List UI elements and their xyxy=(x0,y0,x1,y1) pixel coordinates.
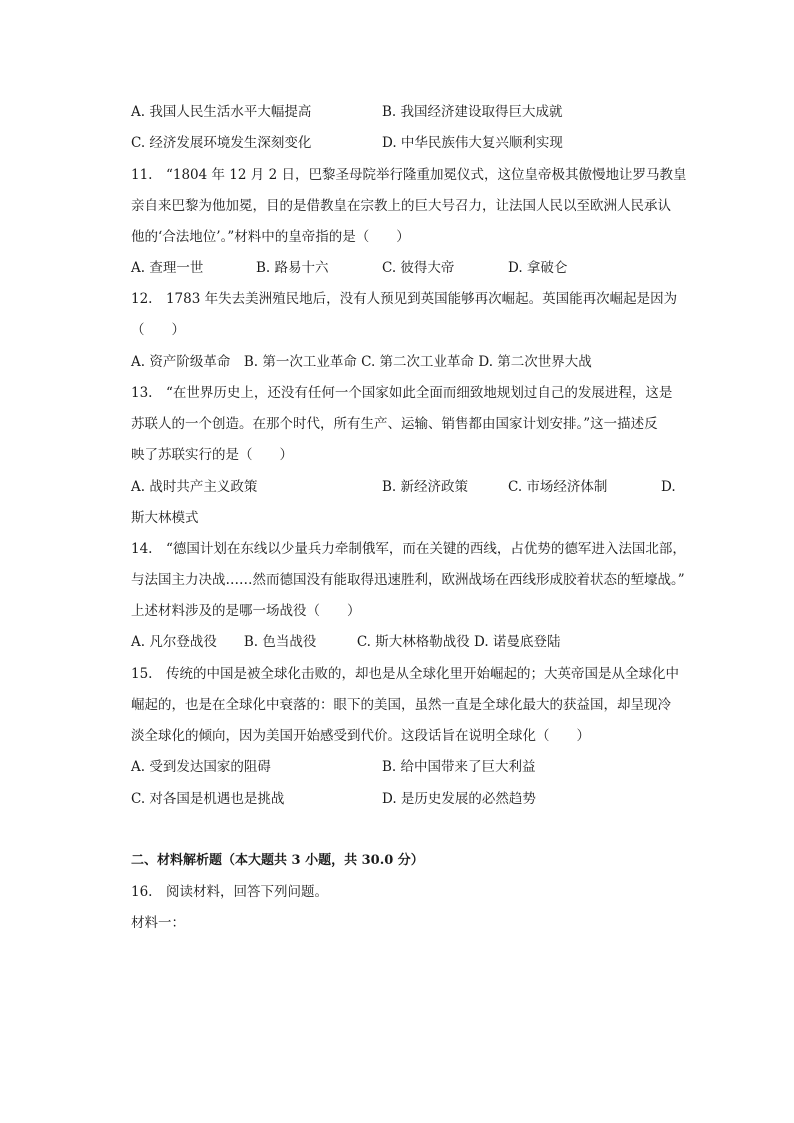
q14-line-3: 上述材料涉及的是哪一场战役（ ） xyxy=(131,603,361,619)
q11-line-3: 他的‘合法地位’。”材料中的皇帝指的是（ ） xyxy=(131,229,410,245)
q13-option-c: C. 市场经济体制 xyxy=(508,479,608,495)
q14-line-1: 14. “德国计划在东线以少量兵力牵制俄军，而在关键的西线，占优势的德军进入法国北部， xyxy=(131,541,686,557)
q13-line-3: 映了苏联实行的是（ ） xyxy=(131,447,293,463)
q11-line-1: 11. “1804 年 12 月 2 日，巴黎圣母院举行隆重加冕仪式，这位皇帝极其傲慢地让罗马教皇 xyxy=(131,167,687,183)
q15-line-2: 崛起的，也是在全球化中衰落的：眼下的美国，虽然一直是全球化最大的获益国，却呈现冷 xyxy=(131,697,671,713)
q13-line-1: 13. “在世界历史上，还没有任何一个国家如此全面而细致地规划过自己的发展进程，这是 xyxy=(131,385,673,401)
q11-option-d: D. 拿破仑 xyxy=(508,260,568,276)
q14-options: A. 凡尔登战役 B. 色当战役 C. 斯大林格勒战役 D. 诺曼底登陆 xyxy=(131,634,561,650)
q12-options: A. 资产阶级革命 B. 第一次工业革命 C. 第二次工业革命 D. 第二次世界大战 xyxy=(131,354,592,370)
q15-line-3: 淡全球化的倾向，因为美国开始感受到代价。这段话旨在说明全球化（ ） xyxy=(131,728,590,744)
q15-option-d: D. 是历史发展的必然趋势 xyxy=(382,791,536,807)
q15-option-c: C. 对各国是机遇也是挑战 xyxy=(131,791,285,807)
q11-line-2: 亲自来巴黎为他加冕，目的是借教皇在宗教上的巨大号召力，让法国人民以至欧洲人民承认 xyxy=(131,198,671,214)
q13-line-2: 苏联人的一个创造。在那个时代，所有生产、运输、销售都由国家计划安排。”这一描述反 xyxy=(131,416,658,432)
section-heading: 二、材料解析题（本大题共 3 小题，共 30.0 分） xyxy=(131,853,424,868)
q13-option-d-label: D. xyxy=(661,479,676,495)
q16-line: 16. 阅读材料，回答下列问题。 xyxy=(131,884,328,900)
q12-line-1: 12. 1783 年失去美洲殖民地后，没有人预见到英国能够再次崛起。英国能再次崛起是因为 xyxy=(131,291,678,307)
q10-option-d: D. 中华民族伟大复兴顺利实现 xyxy=(382,135,563,151)
q14-line-2: 与法国主力决战……然而德国没有能取得迅速胜利，欧洲战场在西线形成胶着状态的堑壕战。” xyxy=(131,572,685,588)
q10-option-c: C. 经济发展环境发生深刻变化 xyxy=(131,135,312,151)
q15-option-a: A. 受到发达国家的阻碍 xyxy=(131,759,271,775)
q11-option-b: B. 路易十六 xyxy=(256,260,329,276)
q15-line-1: 15. 传统的中国是被全球化击败的，却也是从全球化里开始崛起的；大英帝国是从全球化中 xyxy=(131,666,679,682)
q10-option-a: A. 我国人民生活水平大幅提高 xyxy=(131,104,312,120)
q10-option-b: B. 我国经济建设取得巨大成就 xyxy=(382,104,563,120)
q13-option-a: A. 战时共产主义政策 xyxy=(131,479,258,495)
q15-option-b: B. 给中国带来了巨大利益 xyxy=(382,759,536,775)
q13-option-b: B. 新经济政策 xyxy=(382,479,469,495)
q16-material-label: 材料一： xyxy=(131,915,185,931)
q12-line-2: （ ） xyxy=(131,322,185,338)
q13-option-d-text: 斯大林模式 xyxy=(131,510,199,526)
q11-option-a: A. 查理一世 xyxy=(131,260,204,276)
q11-option-c: C. 彼得大帝 xyxy=(382,260,455,276)
